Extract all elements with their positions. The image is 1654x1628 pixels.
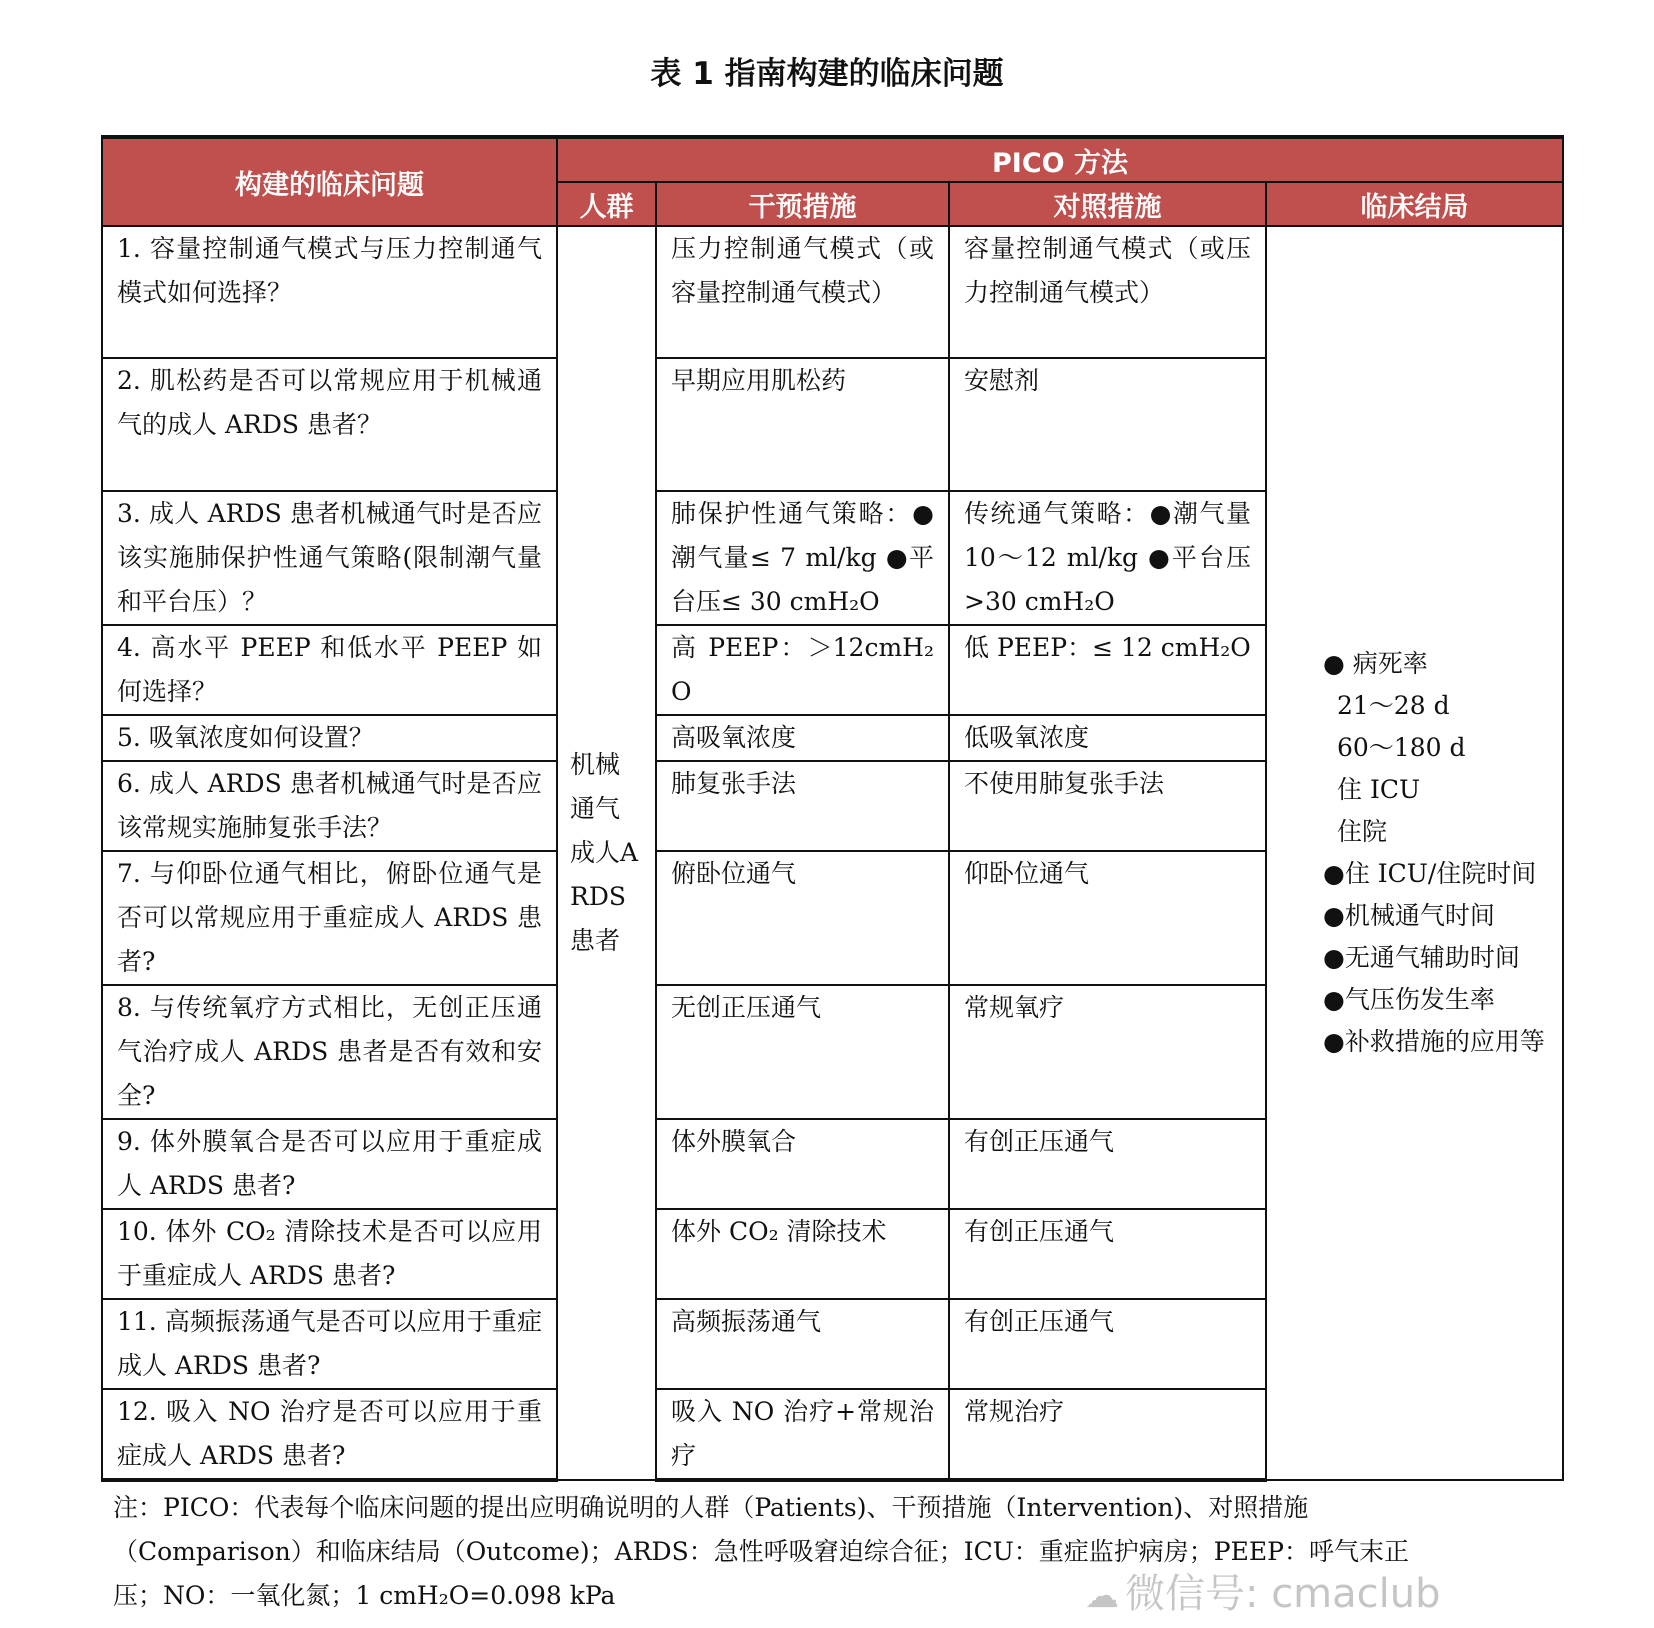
comparison-cell: 常规氧疗 xyxy=(949,985,1266,1119)
outcome-mortality: ● 病死率 xyxy=(1323,649,1428,678)
comparison-cell: 有创正压通气 xyxy=(949,1209,1266,1299)
header-outcome: 临床结局 xyxy=(1266,182,1563,226)
header-comparison: 对照措施 xyxy=(949,182,1266,226)
intervention-cell: 体外 CO₂ 清除技术 xyxy=(656,1209,949,1299)
question-cell: 5. 吸氧浓度如何设置？ xyxy=(102,715,557,761)
header-intervention: 干预措施 xyxy=(656,182,949,226)
question-cell: 3. 成人 ARDS 患者机械通气时是否应该实施肺保护性通气策略(限制潮气量和平台压）？ xyxy=(102,491,557,625)
population-cell: 机械通气成人ARDS患者 xyxy=(557,226,656,1480)
comparison-cell: 仰卧位通气 xyxy=(949,851,1266,985)
outcome-item: ●住 ICU/住院时间 xyxy=(1323,859,1537,888)
clinical-questions-table xyxy=(101,135,1564,1482)
outcome-item: ●补救措施的应用等 xyxy=(1323,1027,1545,1056)
intervention-cell: 早期应用肌松药 xyxy=(656,358,949,491)
header-pico: PICO 方法 xyxy=(557,137,1563,182)
outcome-mortality-sub: 21～28 d xyxy=(1337,691,1450,720)
watermark xyxy=(1085,1570,1441,1620)
table-title: 表 1 指南构建的临床问题 xyxy=(650,56,1004,92)
outcome-mortality-sub: 60～180 d xyxy=(1337,733,1466,762)
comparison-cell: 安慰剂 xyxy=(949,358,1266,491)
comparison-cell: 低吸氧浓度 xyxy=(949,715,1266,761)
question-cell: 6. 成人 ARDS 患者机械通气时是否应该常规实施肺复张手法？ xyxy=(102,761,557,851)
table-row xyxy=(102,226,1563,358)
question-cell: 9. 体外膜氧合是否可以应用于重症成人 ARDS 患者? xyxy=(102,1119,557,1209)
header-population: 人群 xyxy=(557,182,656,226)
intervention-cell: 压力控制通气模式（或容量控制通气模式） xyxy=(656,226,949,358)
table-footnote: 注：PICO：代表每个临床问题的提出应明确说明的人群（Patients)、干预措施（Intervention)、对照措施（Comparison）和临床结局（Outcome)；ARDS：急性呼吸窘迫综合征；ICU：重症监护病房；PEEP：呼气末正压；NO：一氧化氮；1 cmH₂O=0.098 kPa xyxy=(113,1493,1409,1610)
outcome-item: ●气压伤发生率 xyxy=(1323,985,1495,1014)
intervention-cell: 吸入 NO 治疗+常规治疗 xyxy=(656,1389,949,1480)
comparison-cell: 容量控制通气模式（或压力控制通气模式） xyxy=(949,226,1266,358)
intervention-cell: 高频振荡通气 xyxy=(656,1299,949,1389)
outcome-cell xyxy=(1266,226,1563,1480)
intervention-cell: 肺复张手法 xyxy=(656,761,949,851)
wechat-icon: ☁ xyxy=(1085,1576,1119,1616)
comparison-cell: 有创正压通气 xyxy=(949,1119,1266,1209)
watermark-text: 微信号: cmaclub xyxy=(1125,1571,1441,1617)
comparison-cell: 有创正压通气 xyxy=(949,1299,1266,1389)
intervention-cell: 无创正压通气 xyxy=(656,985,949,1119)
intervention-cell: 体外膜氧合 xyxy=(656,1119,949,1209)
intervention-cell: 肺保护性通气策略：●潮气量≤ 7 ml/kg ●平台压≤ 30 cmH₂O xyxy=(656,491,949,625)
outcome-item: ●无通气辅助时间 xyxy=(1323,943,1520,972)
question-cell: 4. 高水平 PEEP 和低水平 PEEP 如何选择？ xyxy=(102,625,557,715)
comparison-cell: 常规治疗 xyxy=(949,1389,1266,1480)
question-cell: 10. 体外 CO₂ 清除技术是否可以应用于重症成人 ARDS 患者? xyxy=(102,1209,557,1299)
comparison-cell: 传统通气策略：●潮气量 10～12 ml/kg ●平台压>30 cmH₂O xyxy=(949,491,1266,625)
question-cell: 7. 与仰卧位通气相比，俯卧位通气是否可以常规应用于重症成人 ARDS 患者? xyxy=(102,851,557,985)
question-cell: 12. 吸入 NO 治疗是否可以应用于重症成人 ARDS 患者? xyxy=(102,1389,557,1480)
outcome-mortality-sub: 住院 xyxy=(1337,817,1388,846)
intervention-cell: 高 PEEP：＞12cmH₂O xyxy=(656,625,949,715)
outcome-item: ●机械通气时间 xyxy=(1323,901,1495,930)
question-cell: 1. 容量控制通气模式与压力控制通气模式如何选择？ xyxy=(102,226,557,358)
header-question: 构建的临床问题 xyxy=(102,137,557,226)
question-cell: 2. 肌松药是否可以常规应用于机械通气的成人 ARDS 患者？ xyxy=(102,358,557,491)
question-cell: 8. 与传统氧疗方式相比，无创正压通气治疗成人 ARDS 患者是否有效和安全? xyxy=(102,985,557,1119)
comparison-cell: 不使用肺复张手法 xyxy=(949,761,1266,851)
comparison-cell: 低 PEEP：≤ 12 cmH₂O xyxy=(949,625,1266,715)
outcome-mortality-sub: 住 ICU xyxy=(1337,775,1421,804)
intervention-cell: 俯卧位通气 xyxy=(656,851,949,985)
question-cell: 11. 高频振荡通气是否可以应用于重症成人 ARDS 患者? xyxy=(102,1299,557,1389)
intervention-cell: 高吸氧浓度 xyxy=(656,715,949,761)
